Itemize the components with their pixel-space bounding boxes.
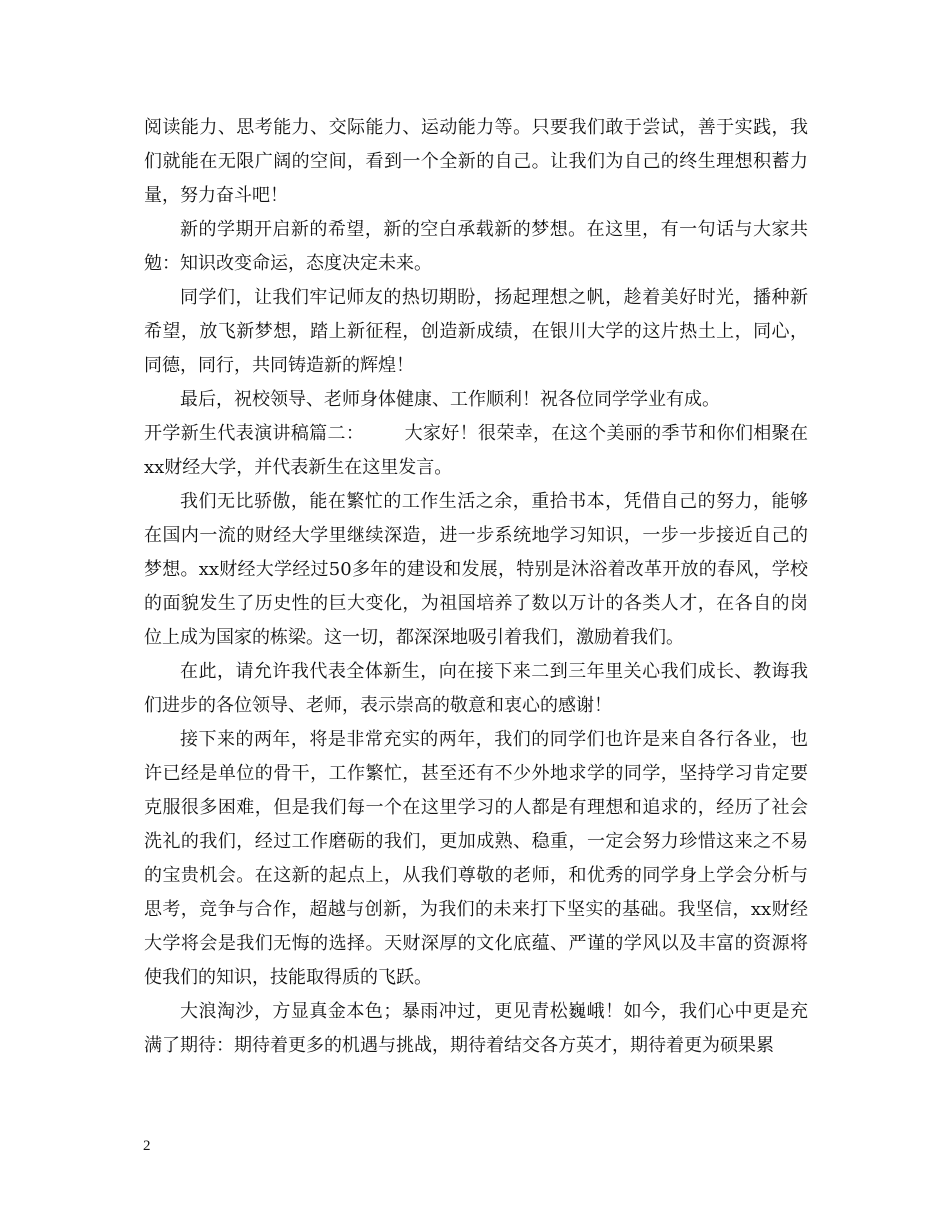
paragraph-4: 最后，祝校领导、老师身体健康、工作顺利！祝各位同学学业有成。 — [180, 389, 720, 410]
paragraph-9: 大浪淘沙，方显真金本色；暴雨冲过，更见青松巍峨！如今，我们心中更是充满了期待：期待着更多的机遇与挑战，期待着结交各方英才，期待着更为硕果累 — [144, 1001, 808, 1056]
section-opening-text: 大家好！很荣幸，在这个美丽的季节和你们相聚在xx财经大学，并代表新生在这里发言。 — [144, 423, 808, 478]
paragraph-2: 新的学期开启新的希望，新的空白承载新的梦想。在这里，有一句话与大家共勉：知识改变命运，态度决定未来。 — [144, 219, 808, 274]
section-heading: 开学新生代表演讲稿篇二： — [144, 423, 365, 444]
page-number: 2 — [143, 1138, 151, 1154]
document-body — [144, 111, 808, 1063]
section-heading-paragraph — [144, 417, 808, 485]
paragraph-7: 在此，请允许我代表全体新生，向在接下来二到三年里关心我们成长、教诲我们进步的各位领导、老师，表示崇高的敬意和衷心的感谢！ — [144, 661, 808, 716]
paragraph-3: 同学们，让我们牢记师友的热切期盼，扬起理想之帆，趁着美好时光，播种新希望，放飞新梦想，踏上新征程，创造新成绩，在银川大学的这片热土上，同心，同德，同行，共同铸造新的辉煌！ — [144, 287, 808, 376]
paragraph-6: 我们无比骄傲，能在繁忙的工作生活之余，重拾书本，凭借自己的努力，能够在国内一流的财经大学里继续深造，进一步系统地学习知识，一步一步接近自己的梦想。xx财经大学经过50多年的建设和发展，特别是沐浴着改革开放的春风，学校的面貌发生了历史性的巨大变化，为祖国培养了数以万计的各类人才，在各自的岗位上成为国家的栋梁。这一切，都深深地吸引着我们，激励着我们。 — [144, 491, 808, 648]
paragraph-1: 阅读能力、思考能力、交际能力、运动能力等。只要我们敢于尝试，善于实践，我们就能在无限广阔的空间，看到一个全新的自己。让我们为自己的终生理想积蓄力量，努力奋斗吧！ — [144, 117, 808, 206]
paragraph-8: 接下来的两年，将是非常充实的两年，我们的同学们也许是来自各行各业，也许已经是单位的骨干，工作繁忙，甚至还有不少外地求学的同学，坚持学习肯定要克服很多困难，但是我们每一个在这里学习的人都是有理想和追求的，经历了社会洗礼的我们，经过工作磨砺的我们，更加成熟、稳重，一定会努力珍惜这来之不易的宝贵机会。在这新的起点上，从我们尊敬的老师，和优秀的同学身上学会分析与思考，竞争与合作，超越与创新，为我们的未来打下坚实的基础。我坚信，xx财经大学将会是我们无悔的选择。天财深厚的文化底蕴、严谨的学风以及丰富的资源将使我们的知识，技能取得质的飞跃。 — [144, 729, 808, 988]
